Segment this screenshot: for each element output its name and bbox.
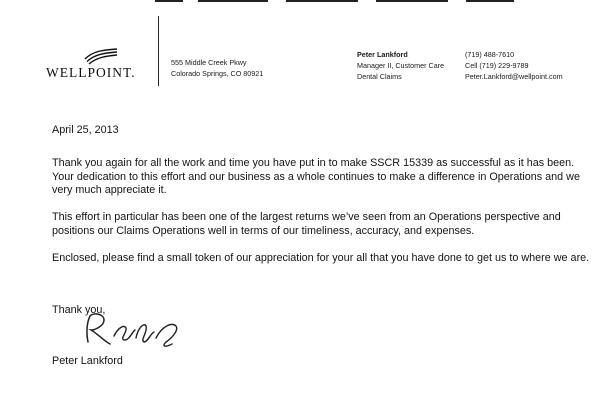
- contact-block: [357, 49, 444, 82]
- closing-salutation: Thank you,: [52, 304, 106, 316]
- paragraph-1: Thank you again for all the work and time you have put in to make SSCR 15339 as successful as it has been. Your dedication to this effort and our business as a whole continues to make a difference in Operations and we very much appreciate it.: [52, 157, 580, 196]
- company-wordmark: WELLPOINT.: [46, 65, 136, 80]
- wellpoint-logo-mark-icon: [83, 47, 119, 65]
- paragraph-2: This effort in particular has been one of the largest returns we’ve seen from an Operations perspective and positions our Claims Operations well in terms of our timeliness, accuracy, and expenses.: [52, 211, 561, 237]
- contact-title: Manager II, Customer Care: [357, 61, 445, 70]
- address-line-2: Colorado Springs, CO 80921: [171, 69, 264, 78]
- address-line-1: 555 Middle Creek Pkwy: [171, 58, 247, 67]
- handwritten-signature: [80, 308, 190, 350]
- cell-phone: Cell (719) 229-9789: [465, 61, 529, 70]
- contact-department: Dental Claims: [357, 72, 402, 81]
- company-address: [171, 57, 263, 79]
- letter-date: April 25, 2013: [52, 124, 119, 136]
- office-phone: (719) 488-7610: [465, 50, 515, 59]
- paragraph-3: Enclosed, please find a small token of our appreciation for your all that you have done to get us to where we are.: [52, 252, 590, 264]
- contact-numbers: [465, 49, 563, 82]
- contact-name: Peter Lankford: [357, 50, 408, 59]
- signer-name: Peter Lankford: [52, 355, 123, 367]
- wellpoint-logo: [46, 47, 156, 81]
- letterhead-divider: [158, 16, 159, 86]
- top-scan-marks: [0, 0, 600, 4]
- email-address: Peter.Lankford@wellpoint.com: [465, 72, 563, 81]
